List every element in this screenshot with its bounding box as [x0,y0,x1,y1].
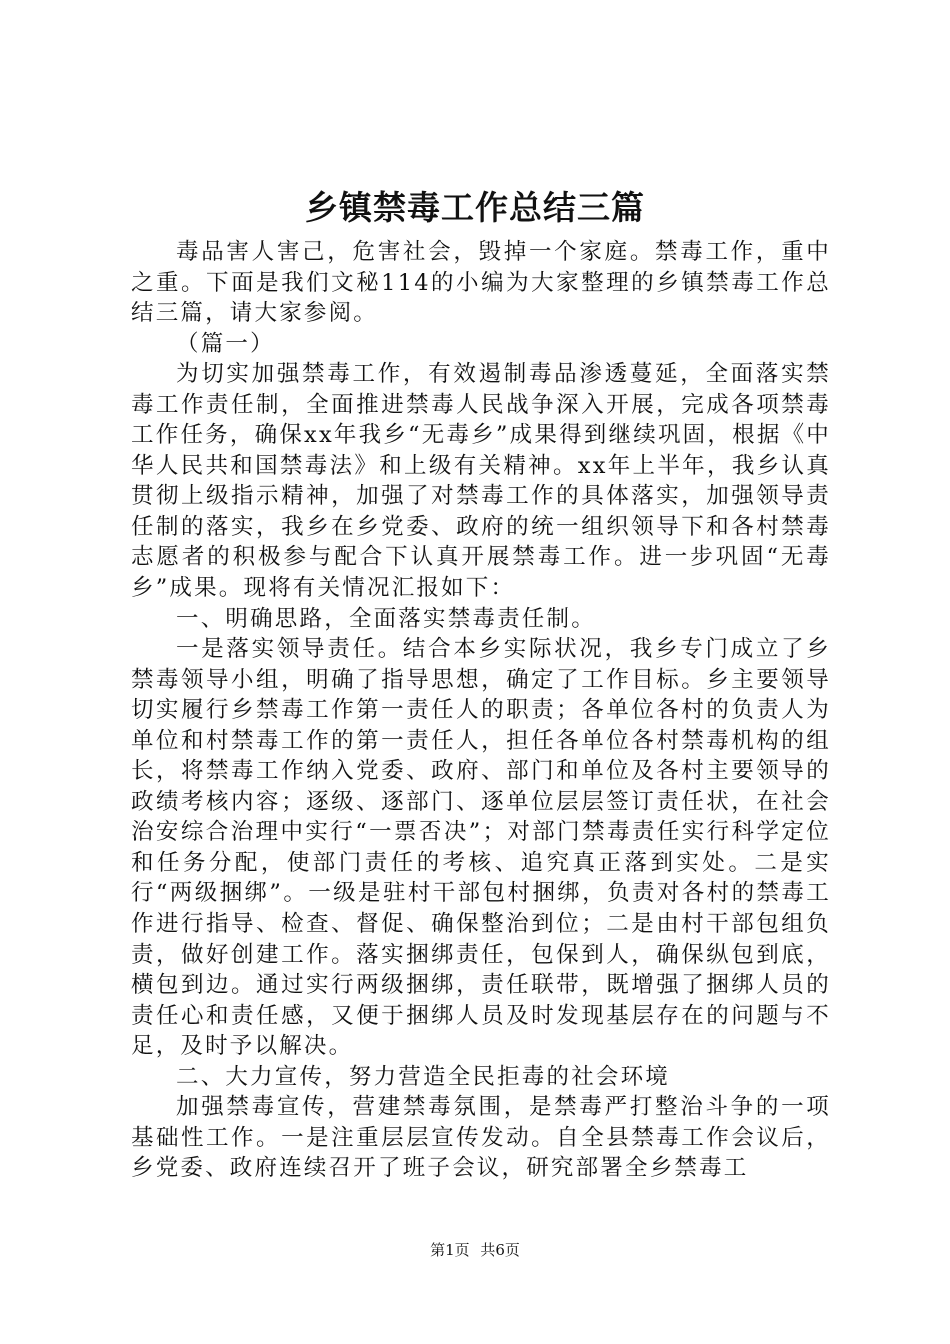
paragraph-overview: 为切实加强禁毒工作，有效遏制毒品渗透蔓延，全面落实禁毒工作责任制，全面推进禁毒人民战争深入开展，完成各项禁毒工作任务，确保xx年我乡“无毒乡”成果得到继续巩固，根据《中华人民共和国禁毒法》和上级有关精神。xx年上半年，我乡认真贯彻上级指示精神，加强了对禁毒工作的具体落实，加强领导责任制的落实，我乡在乡党委、政府的统一组织领导下和各村禁毒志愿者的积极参与配合下认真开展禁毒工作。进一步巩固“无毒乡”成果。现将有关情况汇报如下： [131,361,831,602]
paragraph-heading-2: 二、大力宣传，努力营造全民拒毒的社会环境 [176,1063,671,1090]
paragraph-heading-1: 一、明确思路，全面落实禁毒责任制。 [176,605,596,632]
paragraph-section-label: （篇一） [176,330,275,357]
page-total: 共6页 [480,1241,520,1259]
document-title: 乡镇禁毒工作总结三篇 [305,188,645,227]
paragraph-intro: 毒品害人害己，危害社会，毁掉一个家庭。禁毒工作，重中之重。下面是我们文秘114的小编为大家整理的乡镇禁毒工作总结三篇，请大家参阅。 [131,239,831,327]
document-body [131,237,831,1184]
page-number: 第1页 [430,1241,470,1259]
paragraph-responsibility: 一是落实领导责任。结合本乡实际状况，我乡专门成立了乡禁毒领导小组，明确了指导思想，确定了工作目标。乡主要领导切实履行乡禁毒工作第一责任人的职责；各单位各村的负责人为单位和村禁毒工作的第一责任人，担任各单位各村禁毒机构的组长，将禁毒工作纳入党委、政府、部门和单位及各村主要领导的政绩考核内容；逐级、逐部门、逐单位层层签订责任状，在社会治安综合治理中实行“一票否决”；对部门禁毒责任实行科学定位和任务分配，使部门责任的考核、追究真正落到实处。二是实行“两级捆绑”。一级是驻村干部包村捆绑，负责对各村的禁毒工作进行指导、检查、督促、确保整治到位；二是由村干部包组负责，做好创建工作。落实捆绑责任，包保到人，确保纵包到底，横包到边。通过实行两级捆绑，责任联带，既增强了捆绑人员的责任心和责任感，又便于捆绑人员及时发现基层存在的问题与不足，及时予以解决。 [131,636,831,1060]
page-footer [0,1240,950,1260]
paragraph-publicity: 加强禁毒宣传，营建禁毒氛围，是禁毒严打整治斗争的一项基础性工作。一是注重层层宣传发动。自全县禁毒工作会议后，乡党委、政府连续召开了班子会议，研究部署全乡禁毒工 [131,1094,831,1182]
